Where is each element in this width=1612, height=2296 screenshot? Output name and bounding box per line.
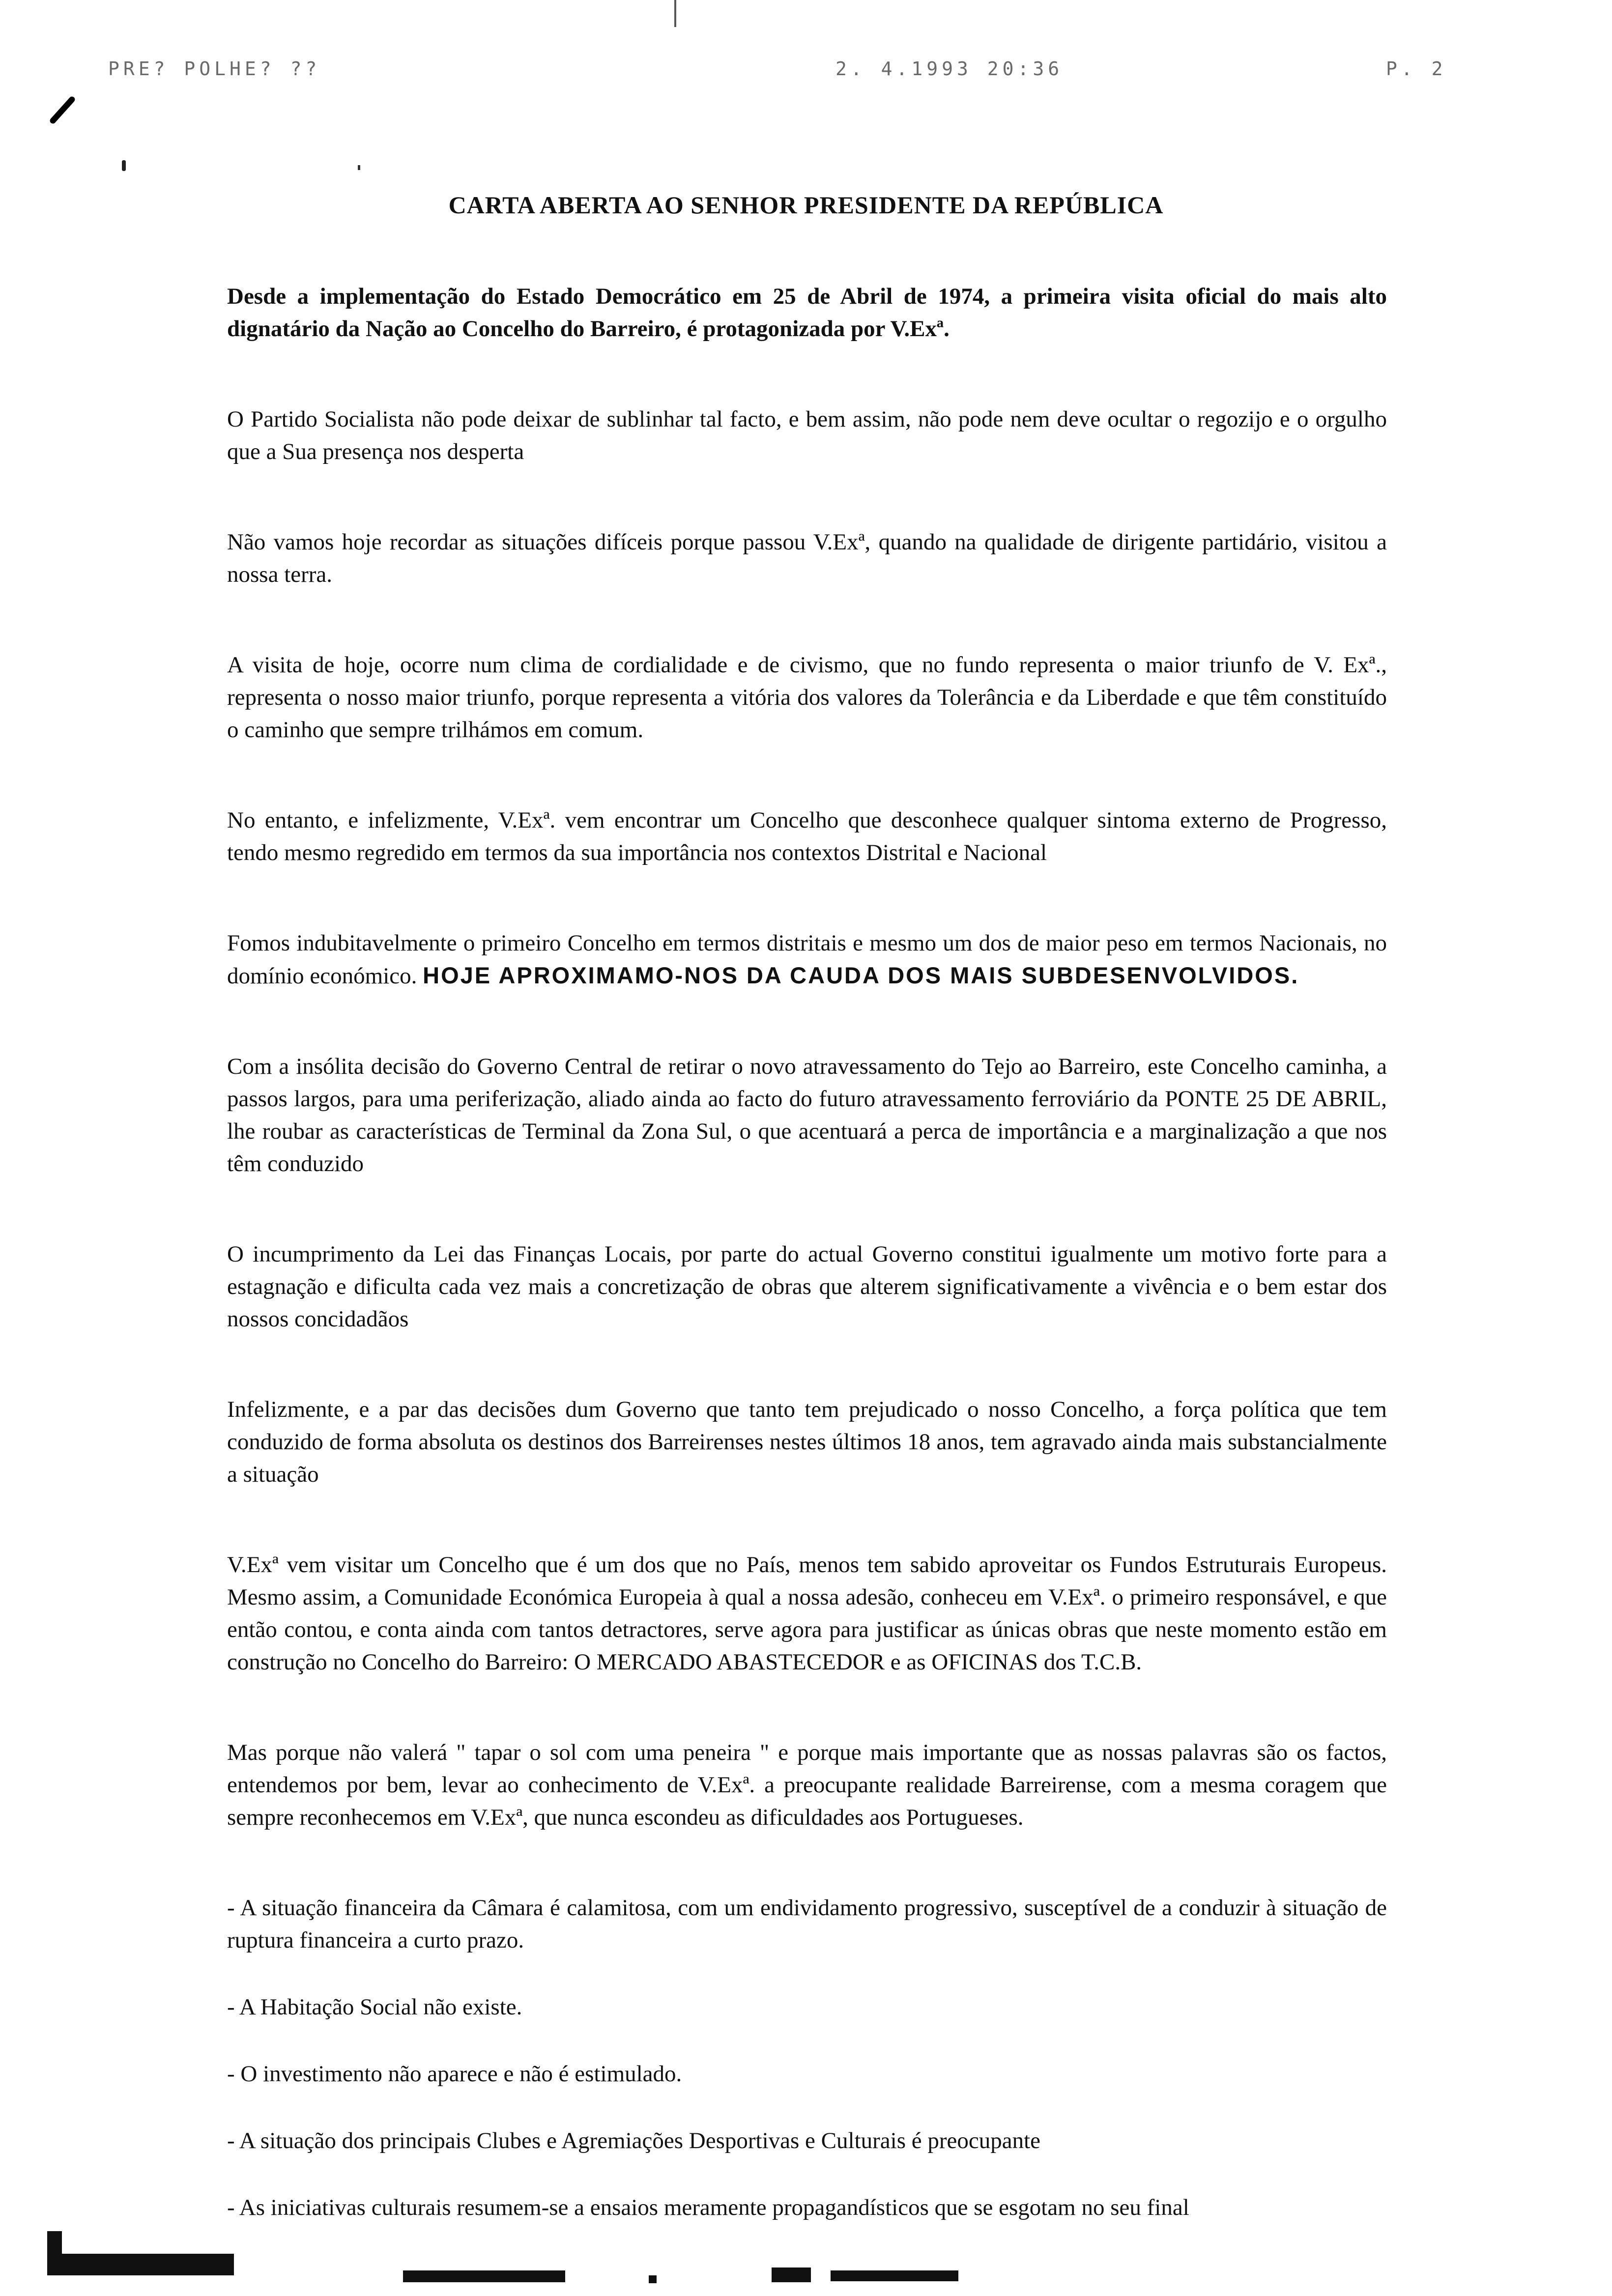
- scan-artifact-bar: [47, 2231, 62, 2275]
- bullet-item: - As iniciativas culturais resumem-se a ensaios meramente propagandísticos que se esgotam no seu final: [227, 2195, 1189, 2220]
- paragraph-10: V.Exª vem visitar um Concelho que é um dos que no País, menos tem sabido aproveitar os Fundos Estruturais Europeus. Mesmo assim, a Comunidade Económica Europeia à qual a nossa adesão, conheceu em V.Exª. o primeiro responsável, e que então contou, e conta ainda com tantos detractores, serve agora para justificar as únicas obras que neste momento estão em construção no Concelho do Barreiro: O MERCADO ABASTECEDOR e as OFICINAS dos T.C.B.: [227, 1552, 1387, 1675]
- paragraph-7: Com a insólita decisão do Governo Central de retirar o novo atravessamento do Tejo ao Barreiro, este Concelho caminha, a passos largos, para uma periferização, aliado ainda ao facto do futuro atravessamento ferroviário da PONTE 25 DE ABRIL, lhe roubar as características de Terminal da Zona Sul, o que acentuará a perca de importância e a marginalização a que nos têm conduzido: [227, 1054, 1387, 1177]
- bullet-item: - A situação financeira da Câmara é calamitosa, com um endividamento progressivo, susceptível de a conduzir à situação de ruptura financeira a curto prazo.: [227, 1895, 1387, 1953]
- scan-artifact-bar: [403, 2270, 565, 2282]
- paragraph-1: Desde a implementação do Estado Democrático em 25 de Abril de 1974, a primeira visita oficial do mais alto dignatário da Nação ao Concelho do Barreiro, é protagonizada por V.Exª.: [227, 284, 1387, 342]
- paragraph-9: Infelizmente, e a par das decisões dum Governo que tanto tem prejudicado o nosso Concelho, a força política que tem conduzido de forma absoluta os destinos dos Barreirenses nestes últimos 18 anos, tem agravado ainda mais substancialmente a situação: [227, 1397, 1387, 1487]
- fax-datetime: 2. 4.1993 20:36: [835, 58, 1064, 80]
- bullet-item: - O investimento não aparece e não é estimulado.: [227, 2061, 682, 2087]
- paragraph-6: [227, 927, 1387, 992]
- paragraph-5: No entanto, e infelizmente, V.Exª. vem encontrar um Concelho que desconhece qualquer sintoma externo de Progresso, tendo mesmo regredido em termos da sua importância nos contextos Distrital e Nacional: [227, 807, 1387, 865]
- paragraph-8: O incumprimento da Lei das Finanças Locais, por parte do actual Governo constitui igualmente um motivo forte para a estagnação e dificulta cada vez mais a concretização de obras que alterem significativamente a vivência e o bem estar dos nossos concidadãos: [227, 1241, 1387, 1332]
- paragraph-2: O Partido Socialista não pode deixar de sublinhar tal facto, e bem assim, não pode nem deve ocultar o regozijo e o orgulho que a Sua presença nos desperta: [227, 406, 1387, 464]
- paragraph-6-text: Fomos indubitavelmente o primeiro Concelho em termos distritais e mesmo um dos de maior peso em termos Nacionais, no domínio económico.: [227, 930, 1387, 989]
- bullet-list: [227, 1892, 1387, 2224]
- scan-artifact-bar: [649, 2275, 657, 2283]
- fax-page-number: P. 2: [1386, 58, 1447, 80]
- paragraph-11: Mas porque não valerá " tapar o sol com uma peneira " e porque mais importante que as nossas palavras são os factos, entendemos por bem, levar ao conhecimento de V.Exª. a preocupante realidade Barreirense, com a mesma coragem que sempre reconhecemos em V.Exª, que nunca escondeu as dificuldades aos Portugueses.: [227, 1740, 1387, 1830]
- scan-artifact-bar: [772, 2267, 811, 2282]
- scan-artifact-tick: [674, 0, 676, 27]
- bullet-item: - A Habitação Social não existe.: [227, 1994, 522, 2020]
- paragraph-6-emphasis: HOJE APROXIMAMO-NOS DA CAUDA DOS MAIS SUBDESENVOLVIDOS.: [423, 962, 1299, 988]
- fax-sender: PRE? POLHE? ??: [108, 58, 321, 80]
- pen-mark: [49, 95, 76, 125]
- paragraph-3: Não vamos hoje recordar as situações difíceis porque passou V.Exª, quando na qualidade de dirigente partidário, visitou a nossa terra.: [227, 529, 1387, 587]
- letter-body: [227, 280, 1387, 2258]
- paragraph-4: A visita de hoje, ocorre num clima de cordialidade e de civismo, que no fundo representa o maior triunfo de V. Exª., representa o nosso maior triunfo, porque representa a vitória dos valores da Tolerância e da Liberdade e que têm constituído o caminho que sempre trilhámos em comum.: [227, 652, 1387, 743]
- scan-artifact-dot: [122, 160, 126, 171]
- scan-artifact-dot-small: [358, 165, 360, 170]
- scan-artifact-bar: [831, 2270, 958, 2281]
- letter-title: CARTA ABERTA AO SENHOR PRESIDENTE DA REPÚBLICA: [448, 191, 1164, 219]
- scan-artifact-bar: [47, 2254, 234, 2275]
- fax-header: [0, 58, 1612, 87]
- bullet-item: - A situação dos principais Clubes e Agremiações Desportivas e Culturais é preocupante: [227, 2128, 1041, 2153]
